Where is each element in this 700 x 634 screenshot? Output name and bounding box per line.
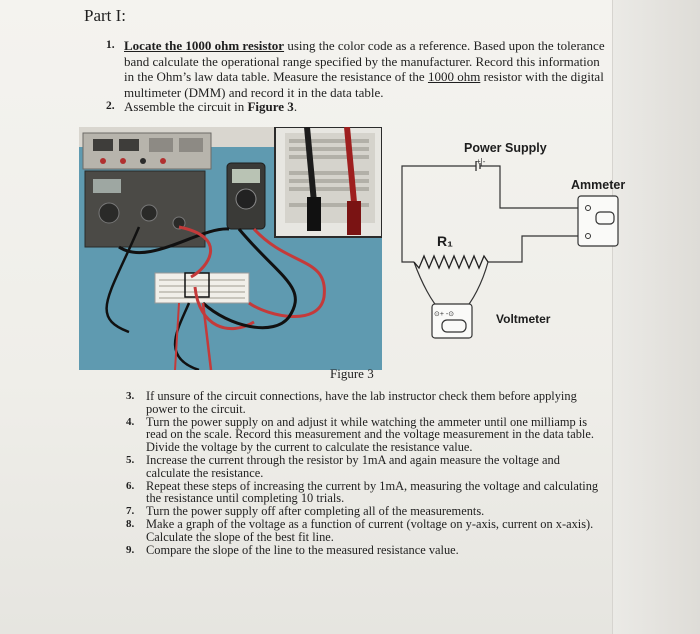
lab-setup-photo <box>79 127 382 370</box>
lab-photo-illustration <box>79 127 382 370</box>
procedure-step <box>126 390 601 416</box>
item-number: 1. <box>106 39 115 51</box>
step-text: Turn the power supply off after completing all of the measurements. <box>146 504 485 519</box>
step-number: 7. <box>126 505 135 518</box>
step-text: Compare the slope of the line to the measured resistance value. <box>146 542 459 557</box>
resistor-label: R₁ <box>437 233 453 249</box>
item-number: 2. <box>106 100 115 112</box>
item-text-b: resistor with the digital multimeter (DMM) and record it in the data table. <box>124 69 604 100</box>
item-text-end: . <box>293 99 298 114</box>
item-text-a: using the color code as a reference. Based upon the tolerance band calculate the operational range specified by the manufacturer. Record this information in the Ohm’s law data table. Measure the resistance of the <box>124 38 605 84</box>
item-text <box>124 99 586 115</box>
item-underline: 1000 ohm <box>427 69 481 84</box>
step-number: 3. <box>126 390 135 402</box>
item-lead: Locate the 1000 ohm resistor <box>124 38 285 53</box>
step-text: If unsure of the circuit connections, have the lab instructor check them before applying power to the circuit. <box>146 389 577 416</box>
voltmeter-label: Voltmeter <box>496 312 551 326</box>
step-number: 9. <box>126 543 135 556</box>
battery-polarity: +|- <box>476 157 486 166</box>
power-supply-label: Power Supply <box>464 141 547 155</box>
step-number: 8. <box>126 517 135 530</box>
step-number: 4. <box>126 415 135 428</box>
figure-caption: Figure 3 <box>330 366 374 381</box>
step-text: Make a graph of the voltage as a function of current (voltage on y-axis, current on x-axis). Calculate the slope of the best fit line. <box>146 516 594 544</box>
procedure-step <box>126 544 601 557</box>
ammeter-label: Ammeter <box>571 178 626 192</box>
procedure-step <box>126 454 601 480</box>
step-text: Repeat these steps of increasing the current by 1mA, measuring the voltage and calculating the resistance until completing 10 trials. <box>146 478 599 506</box>
procedure-step <box>126 480 601 506</box>
step-text: Turn the power supply on and adjust it while watching the ammeter until one milliamp is read on the scale. Record this measurement and the voltage measurement in the data table. Divide the voltage by the current to calculate the resistance value. <box>146 414 594 455</box>
voltmeter-symbol <box>432 304 472 338</box>
procedure-steps <box>126 390 601 556</box>
ammeter-symbol <box>578 196 618 246</box>
item-text-a: Assemble the circuit in <box>124 99 248 114</box>
step-text: Increase the current through the resistor by 1mA and again measure the voltage and calculate the resistance. <box>146 452 560 480</box>
part-title: Part I: <box>84 6 127 25</box>
circuit-wires <box>402 166 588 310</box>
item-text <box>124 38 606 100</box>
procedure-step <box>126 518 601 544</box>
figure-ref: Figure 3 <box>247 99 294 114</box>
voltmeter-terminals: ⊙+ -⊙ <box>434 311 455 318</box>
procedure-step <box>126 416 601 454</box>
step-number: 6. <box>126 479 135 492</box>
step-number: 5. <box>126 453 135 466</box>
circuit-diagram <box>392 134 634 350</box>
instruction-item-2 <box>106 99 586 115</box>
resistor-symbol <box>414 256 488 268</box>
instruction-item-1 <box>106 38 606 100</box>
